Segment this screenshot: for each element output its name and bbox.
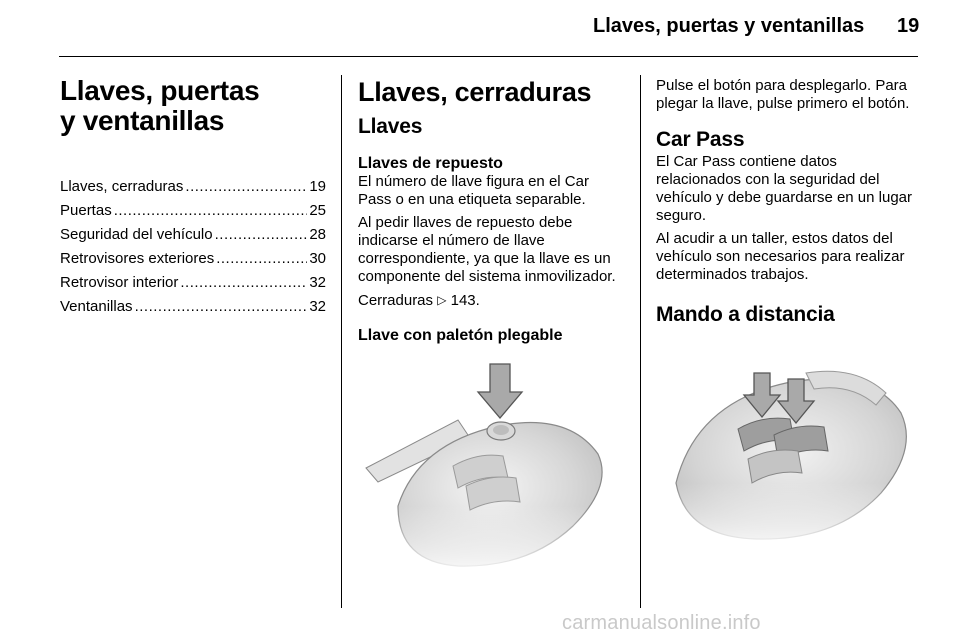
toc-entry-page: 25 bbox=[309, 202, 326, 219]
folding-key-illustration bbox=[358, 356, 622, 568]
reference-arrow-icon: ▷ bbox=[437, 293, 447, 307]
header-rule bbox=[59, 56, 918, 57]
toc-entry[interactable] bbox=[60, 199, 326, 223]
paragraph-car-pass-info: El Car Pass contiene datos relacionados con la seguridad del vehículo y debe guardarse en un lugar seguro. bbox=[656, 153, 913, 224]
column-keys bbox=[358, 76, 624, 366]
toc-leader-dots bbox=[180, 271, 307, 295]
folding-key-svg bbox=[358, 356, 622, 568]
toc-entry[interactable] bbox=[60, 295, 326, 319]
heading-remote-control: Mando a distancia bbox=[656, 303, 835, 326]
toc-leader-dots bbox=[216, 247, 307, 271]
column-car-pass bbox=[656, 77, 924, 328]
heading-spare-keys: Llaves de repuesto bbox=[358, 155, 503, 172]
cross-reference-page: 143. bbox=[450, 292, 480, 309]
chapter-title bbox=[60, 76, 259, 136]
toc-entry[interactable] bbox=[60, 223, 326, 247]
page-number: 19 bbox=[897, 15, 920, 37]
chapter-title-line2: y ventanillas bbox=[60, 105, 225, 136]
cross-reference-locks[interactable] bbox=[358, 291, 624, 310]
toc-leader-dots bbox=[185, 175, 307, 199]
chapter-title-line1: Llaves, puertas bbox=[60, 75, 260, 106]
subheading-keys: Llaves bbox=[358, 115, 423, 138]
toc-entry-label: Llaves, cerraduras bbox=[60, 178, 184, 195]
toc-entry-page: 28 bbox=[309, 226, 326, 243]
toc-entry[interactable] bbox=[60, 175, 326, 199]
cross-reference-label: Cerraduras bbox=[358, 292, 434, 309]
heading-car-pass: Car Pass bbox=[656, 128, 745, 151]
toc-entry-label: Ventanillas bbox=[60, 298, 133, 315]
toc-entry-page: 32 bbox=[309, 274, 326, 291]
section-heading-locks: Llaves, cerraduras bbox=[358, 77, 592, 107]
toc-leader-dots bbox=[114, 199, 308, 223]
toc-entry-page: 30 bbox=[309, 250, 326, 267]
remote-control-svg bbox=[656, 333, 920, 543]
paragraph-ordering-keys: Al pedir llaves de repuesto debe indicarse el número de llave correspondiente, ya que la llave es un componente del sistema inmovilizador. bbox=[358, 214, 616, 285]
paragraph-unfold-key: Pulse el botón para desplegarlo. Para plegar la llave, pulse primero el botón. bbox=[656, 77, 910, 112]
remote-control-illustration bbox=[656, 333, 920, 543]
heading-folding-key: Llave con paletón plegable bbox=[358, 327, 563, 344]
toc-entry-page: 19 bbox=[309, 178, 326, 195]
toc-entry-page: 32 bbox=[309, 298, 326, 315]
toc-entry-label: Puertas bbox=[60, 202, 112, 219]
watermark: carmanualsonline.info bbox=[562, 612, 761, 634]
table-of-contents bbox=[60, 175, 326, 319]
toc-entry-label: Seguridad del vehículo bbox=[60, 226, 213, 243]
toc-entry-label: Retrovisor interior bbox=[60, 274, 179, 291]
toc-entry-label: Retrovisores exteriores bbox=[60, 250, 215, 267]
toc-entry[interactable] bbox=[60, 247, 326, 271]
running-title: Llaves, puertas y ventanillas bbox=[593, 15, 865, 37]
toc-entry[interactable] bbox=[60, 271, 326, 295]
toc-leader-dots bbox=[135, 295, 308, 319]
toc-leader-dots bbox=[215, 223, 308, 247]
paragraph-key-number: El número de llave figura en el Car Pass o en una etiqueta separable. bbox=[358, 173, 589, 208]
column-divider bbox=[341, 75, 342, 608]
column-divider bbox=[640, 75, 641, 608]
paragraph-car-pass-workshop: Al acudir a un taller, estos datos del vehículo son necesarios para realizar determinados trabajos. bbox=[656, 230, 905, 283]
